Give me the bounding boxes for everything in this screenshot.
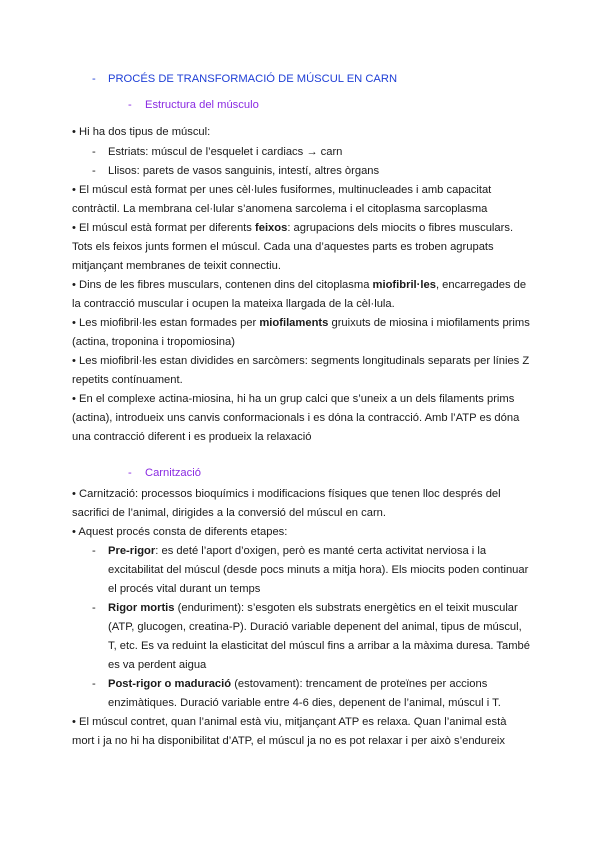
paragraph-line: • Carnització: processos bioquímics i modificacions físiques que tenen lloc després del bbox=[72, 488, 501, 500]
stage-line: excitabilitat del múscul (desde pocs minuts a mitja hora). Els miocits poden continuar bbox=[108, 564, 529, 576]
stage-line: es va perdent aigua bbox=[108, 659, 207, 671]
section1-dash: - bbox=[128, 99, 132, 111]
stage-line: el procés vital durant un temps bbox=[108, 583, 261, 595]
text-run: • El múscul està format per diferents bbox=[72, 222, 255, 234]
bullet-dash: - bbox=[92, 678, 96, 690]
text-run: , encarregades de bbox=[435, 279, 527, 291]
bold-term: miofibril·les bbox=[372, 279, 436, 291]
stage-line: enzimàtiques. Duració variable entre 4-6 dies, depenent de l’animal, múscul i T. bbox=[108, 697, 501, 709]
stage-line: T, etc. Es va reduint la elasticitat del múscul fins a arribar a la màxima duresa. També bbox=[108, 640, 530, 652]
paragraph-line: • Hi ha dos tipus de múscul: bbox=[72, 126, 211, 138]
sub-item: Estriats: múscul de l’esquelet i cardiacs → carn bbox=[108, 146, 343, 158]
text-run: : agrupacions dels miocits o fibres musculars. bbox=[287, 222, 514, 234]
text-run: (estovament): trencament de proteïnes per accions bbox=[231, 678, 488, 690]
paragraph-line: mort i ja no hi ha disponibilitat d’ATP, el múscul ja no es pot relaxar i per això s’endureix bbox=[72, 735, 506, 747]
paragraph-line: la contracció muscular i ocupen la mateixa llargada de la cèl·lula. bbox=[72, 298, 395, 310]
paragraph-line: • Aquest procés consta de diferents etapes: bbox=[72, 526, 288, 538]
bold-term: miofilaments bbox=[259, 317, 329, 329]
bold-term: Pre-rigor bbox=[108, 545, 156, 557]
sub-item: Llisos: parets de vasos sanguinis, intestí, altres òrgans bbox=[108, 165, 380, 177]
paragraph-line bbox=[72, 221, 513, 235]
bold-term: Rigor mortis bbox=[108, 602, 175, 614]
text-run: (enduriment): s’esgoten els substrats energètics en el teixit muscular bbox=[174, 602, 518, 614]
paragraph-line: • El múscul contret, quan l’animal està viu, mitjançant ATP es relaxa. Quan l’animal està bbox=[72, 716, 507, 728]
heading-title: PROCÉS DE TRANSFORMACIÓ DE MÚSCUL EN CARN bbox=[108, 73, 398, 85]
paragraph-line: Tots els feixos junts formen el múscul. Cada una d’aquestes parts es troben agrupats bbox=[72, 241, 494, 253]
text-run: : es deté l’aport d’oxigen, però es manté certa activitat nerviosa i la bbox=[155, 545, 487, 557]
section2-dash: - bbox=[128, 467, 132, 479]
paragraph-line: • Les miofibril·les estan dividides en sarcòmers: segments longitudinals separats per línies Z bbox=[72, 355, 530, 367]
section1-title: Estructura del músculo bbox=[145, 99, 259, 111]
stage-line: (ATP, glucogen, creatina-P). Duració variable depenent del animal, tipus de múscul, bbox=[108, 621, 522, 633]
paragraph-line: • En el complexe actina-miosina, hi ha un grup calci que s’uneix a un dels filaments prims bbox=[72, 393, 515, 405]
paragraph-line: contràctil. La membrana cel·lular s’anomena sarcolema i el citoplasma sarcoplasma bbox=[72, 203, 488, 215]
bullet-dash: - bbox=[92, 146, 96, 158]
stage-item bbox=[108, 544, 486, 558]
text-run: gruixuts de miosina i miofilaments prims bbox=[328, 317, 530, 329]
text-run: • Dins de les fibres musculars, contenen dins del citoplasma bbox=[72, 279, 373, 291]
text-run: • Les miofibril·les estan formades per bbox=[72, 317, 260, 329]
bold-term: feixos bbox=[255, 222, 288, 234]
paragraph-line bbox=[72, 278, 526, 292]
paragraph-line: (actina, troponina i tropomiosina) bbox=[72, 336, 235, 348]
paragraph-line: repetits contínuament. bbox=[72, 374, 183, 386]
heading-dash: - bbox=[92, 73, 96, 85]
paragraph-line: sacrifici de l’animal, dirigides a la conversió del múscul en carn. bbox=[72, 507, 387, 519]
paragraph-line: (actina), introdueix uns canvis conformacionals i es dóna la contracció. Amb l’ATP es dóna bbox=[72, 412, 520, 424]
paragraph-line: • El múscul està format per unes cèl·lules fusiformes, multinucleades i amb capacitat bbox=[72, 184, 492, 196]
paragraph-line: una contracció diferent i es produeix la relaxació bbox=[72, 431, 312, 443]
paragraph-line: mitjançant membranes de teixit connectiu. bbox=[72, 260, 281, 272]
bullet-dash: - bbox=[92, 165, 96, 177]
section2-title: Carnització bbox=[145, 467, 201, 479]
stage-item bbox=[108, 677, 487, 691]
bullet-dash: - bbox=[92, 545, 96, 557]
bold-term: Post-rigor o maduració bbox=[108, 678, 232, 690]
stage-item bbox=[108, 601, 518, 615]
paragraph-line bbox=[72, 316, 530, 330]
bullet-dash: - bbox=[92, 602, 96, 614]
